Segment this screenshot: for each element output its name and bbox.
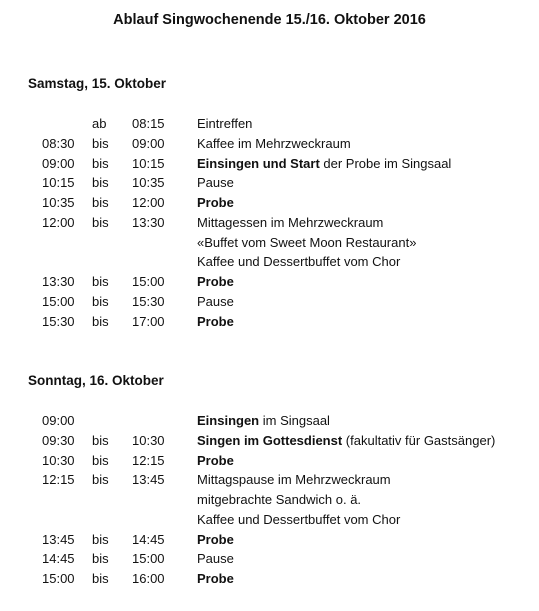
- schedule-row: [0, 272, 539, 292]
- start-time: 09:00: [42, 413, 75, 428]
- schedule-row: [0, 114, 539, 134]
- time-separator: bis: [92, 293, 109, 309]
- activity-text: Kaffee im Mehrzweckraum: [197, 135, 351, 151]
- schedule-row: [0, 213, 539, 233]
- schedule-row: [0, 292, 539, 312]
- time-separator: ab: [92, 116, 107, 131]
- activity-description: [197, 569, 234, 589]
- time-separator: bis: [92, 274, 109, 289]
- activity-text: mitgebrachte Sandwich o. ä.: [197, 492, 362, 507]
- activity-text: Kaffee und Dessertbuffet vom Chor: [197, 511, 401, 527]
- activity-highlight: Probe: [197, 452, 234, 468]
- activity-description: [197, 213, 383, 233]
- end-time: 08:15: [132, 116, 165, 131]
- start-time: 09:00: [42, 155, 75, 171]
- time-separator: bis: [92, 313, 109, 329]
- activity-description: [197, 431, 495, 451]
- schedule-row: [0, 252, 539, 272]
- time-separator: bis: [92, 135, 109, 151]
- time-separator: bis: [92, 551, 109, 567]
- start-time: 09:30: [42, 432, 75, 448]
- schedule-row: [0, 510, 539, 530]
- activity-description: [197, 292, 234, 312]
- activity-highlight: Probe: [197, 571, 234, 586]
- activity-highlight: Singen im Gottesdienst: [197, 432, 343, 448]
- activity-highlight: Einsingen und Start: [197, 155, 320, 171]
- end-time: 17:00: [132, 313, 165, 329]
- sunday-heading: Sonntag, 16. Oktober: [28, 373, 164, 388]
- activity-description: [197, 154, 451, 174]
- schedule-row: [0, 470, 539, 490]
- schedule-row: [0, 569, 539, 589]
- activity-description: [197, 312, 234, 332]
- schedule-row: [0, 431, 539, 451]
- end-time: 15:00: [132, 551, 165, 567]
- end-time: 10:15: [132, 155, 165, 171]
- activity-highlight: Probe: [197, 195, 234, 210]
- schedule-row: [0, 530, 539, 550]
- page-title: Ablauf Singwochenende 15./16. Oktober 2016: [113, 12, 426, 28]
- end-time: 15:30: [132, 293, 165, 309]
- activity-description: [197, 470, 391, 490]
- activity-description: [197, 233, 416, 253]
- start-time: 12:00: [42, 214, 75, 230]
- activity-text: Mittagessen im Mehrzweckraum: [197, 214, 384, 230]
- start-time: 13:30: [42, 274, 75, 289]
- time-separator: bis: [92, 195, 109, 210]
- start-time: 13:45: [42, 531, 75, 547]
- end-time: 14:45: [132, 531, 165, 547]
- activity-text: Kaffee und Dessertbuffet vom Chor: [197, 254, 401, 270]
- activity-text: Mittagspause im Mehrzweckraum: [197, 472, 391, 488]
- schedule-row: [0, 134, 539, 154]
- end-time: 16:00: [132, 571, 165, 586]
- activity-text: Pause: [197, 551, 234, 567]
- start-time: 15:30: [42, 313, 75, 329]
- start-time: 08:30: [42, 135, 75, 151]
- start-time: 15:00: [42, 571, 75, 586]
- activity-text: Pause: [197, 293, 234, 309]
- activity-description: [197, 114, 252, 134]
- end-time: 13:45: [132, 472, 165, 488]
- end-time: 15:00: [132, 274, 165, 289]
- start-time: 10:35: [42, 195, 75, 210]
- end-time: 12:00: [132, 195, 165, 210]
- activity-description: [197, 549, 234, 569]
- activity-highlight: Probe: [197, 531, 234, 547]
- schedule-row: [0, 411, 539, 431]
- activity-description: [197, 134, 351, 154]
- time-separator: bis: [92, 531, 109, 547]
- end-time: 10:30: [132, 432, 165, 448]
- time-separator: bis: [92, 571, 109, 586]
- schedule-row: [0, 549, 539, 569]
- activity-description: [197, 490, 361, 510]
- start-time: 12:15: [42, 472, 75, 488]
- start-time: 10:15: [42, 175, 75, 191]
- activity-highlight: Probe: [197, 274, 234, 289]
- schedule-row: [0, 233, 539, 253]
- time-separator: bis: [92, 175, 109, 191]
- activity-description: [197, 510, 400, 530]
- activity-highlight: Einsingen: [197, 413, 260, 428]
- end-time: 13:30: [132, 214, 165, 230]
- schedule-row: [0, 490, 539, 510]
- time-separator: bis: [92, 155, 109, 171]
- schedule-row: [0, 451, 539, 471]
- schedule-row: [0, 193, 539, 213]
- activity-description: [197, 173, 234, 193]
- start-time: 14:45: [42, 551, 75, 567]
- activity-text: der Probe im Singsaal: [319, 155, 452, 171]
- saturday-heading: Samstag, 15. Oktober: [28, 76, 167, 91]
- activity-highlight: Probe: [197, 313, 234, 329]
- time-separator: bis: [92, 214, 109, 230]
- time-separator: bis: [92, 452, 109, 468]
- activity-text: «Buffet vom Sweet Moon Restaurant»: [197, 234, 417, 250]
- time-separator: bis: [92, 472, 109, 488]
- activity-text: Pause: [197, 175, 234, 191]
- end-time: 09:00: [132, 135, 165, 151]
- activity-description: [197, 451, 234, 471]
- start-time: 15:00: [42, 293, 75, 309]
- time-separator: bis: [92, 432, 109, 448]
- activity-description: [197, 530, 234, 550]
- end-time: 12:15: [132, 452, 165, 468]
- activity-text: im Singsaal: [259, 413, 330, 428]
- activity-text: Eintreffen: [197, 116, 253, 131]
- end-time: 10:35: [132, 175, 165, 191]
- schedule-row: [0, 173, 539, 193]
- activity-description: [197, 272, 234, 292]
- schedule-row: [0, 312, 539, 332]
- activity-text: (fakultativ für Gastsänger): [342, 432, 496, 448]
- activity-description: [197, 193, 234, 213]
- activity-description: [197, 411, 330, 431]
- schedule-row: [0, 154, 539, 174]
- activity-description: [197, 252, 400, 272]
- start-time: 10:30: [42, 452, 75, 468]
